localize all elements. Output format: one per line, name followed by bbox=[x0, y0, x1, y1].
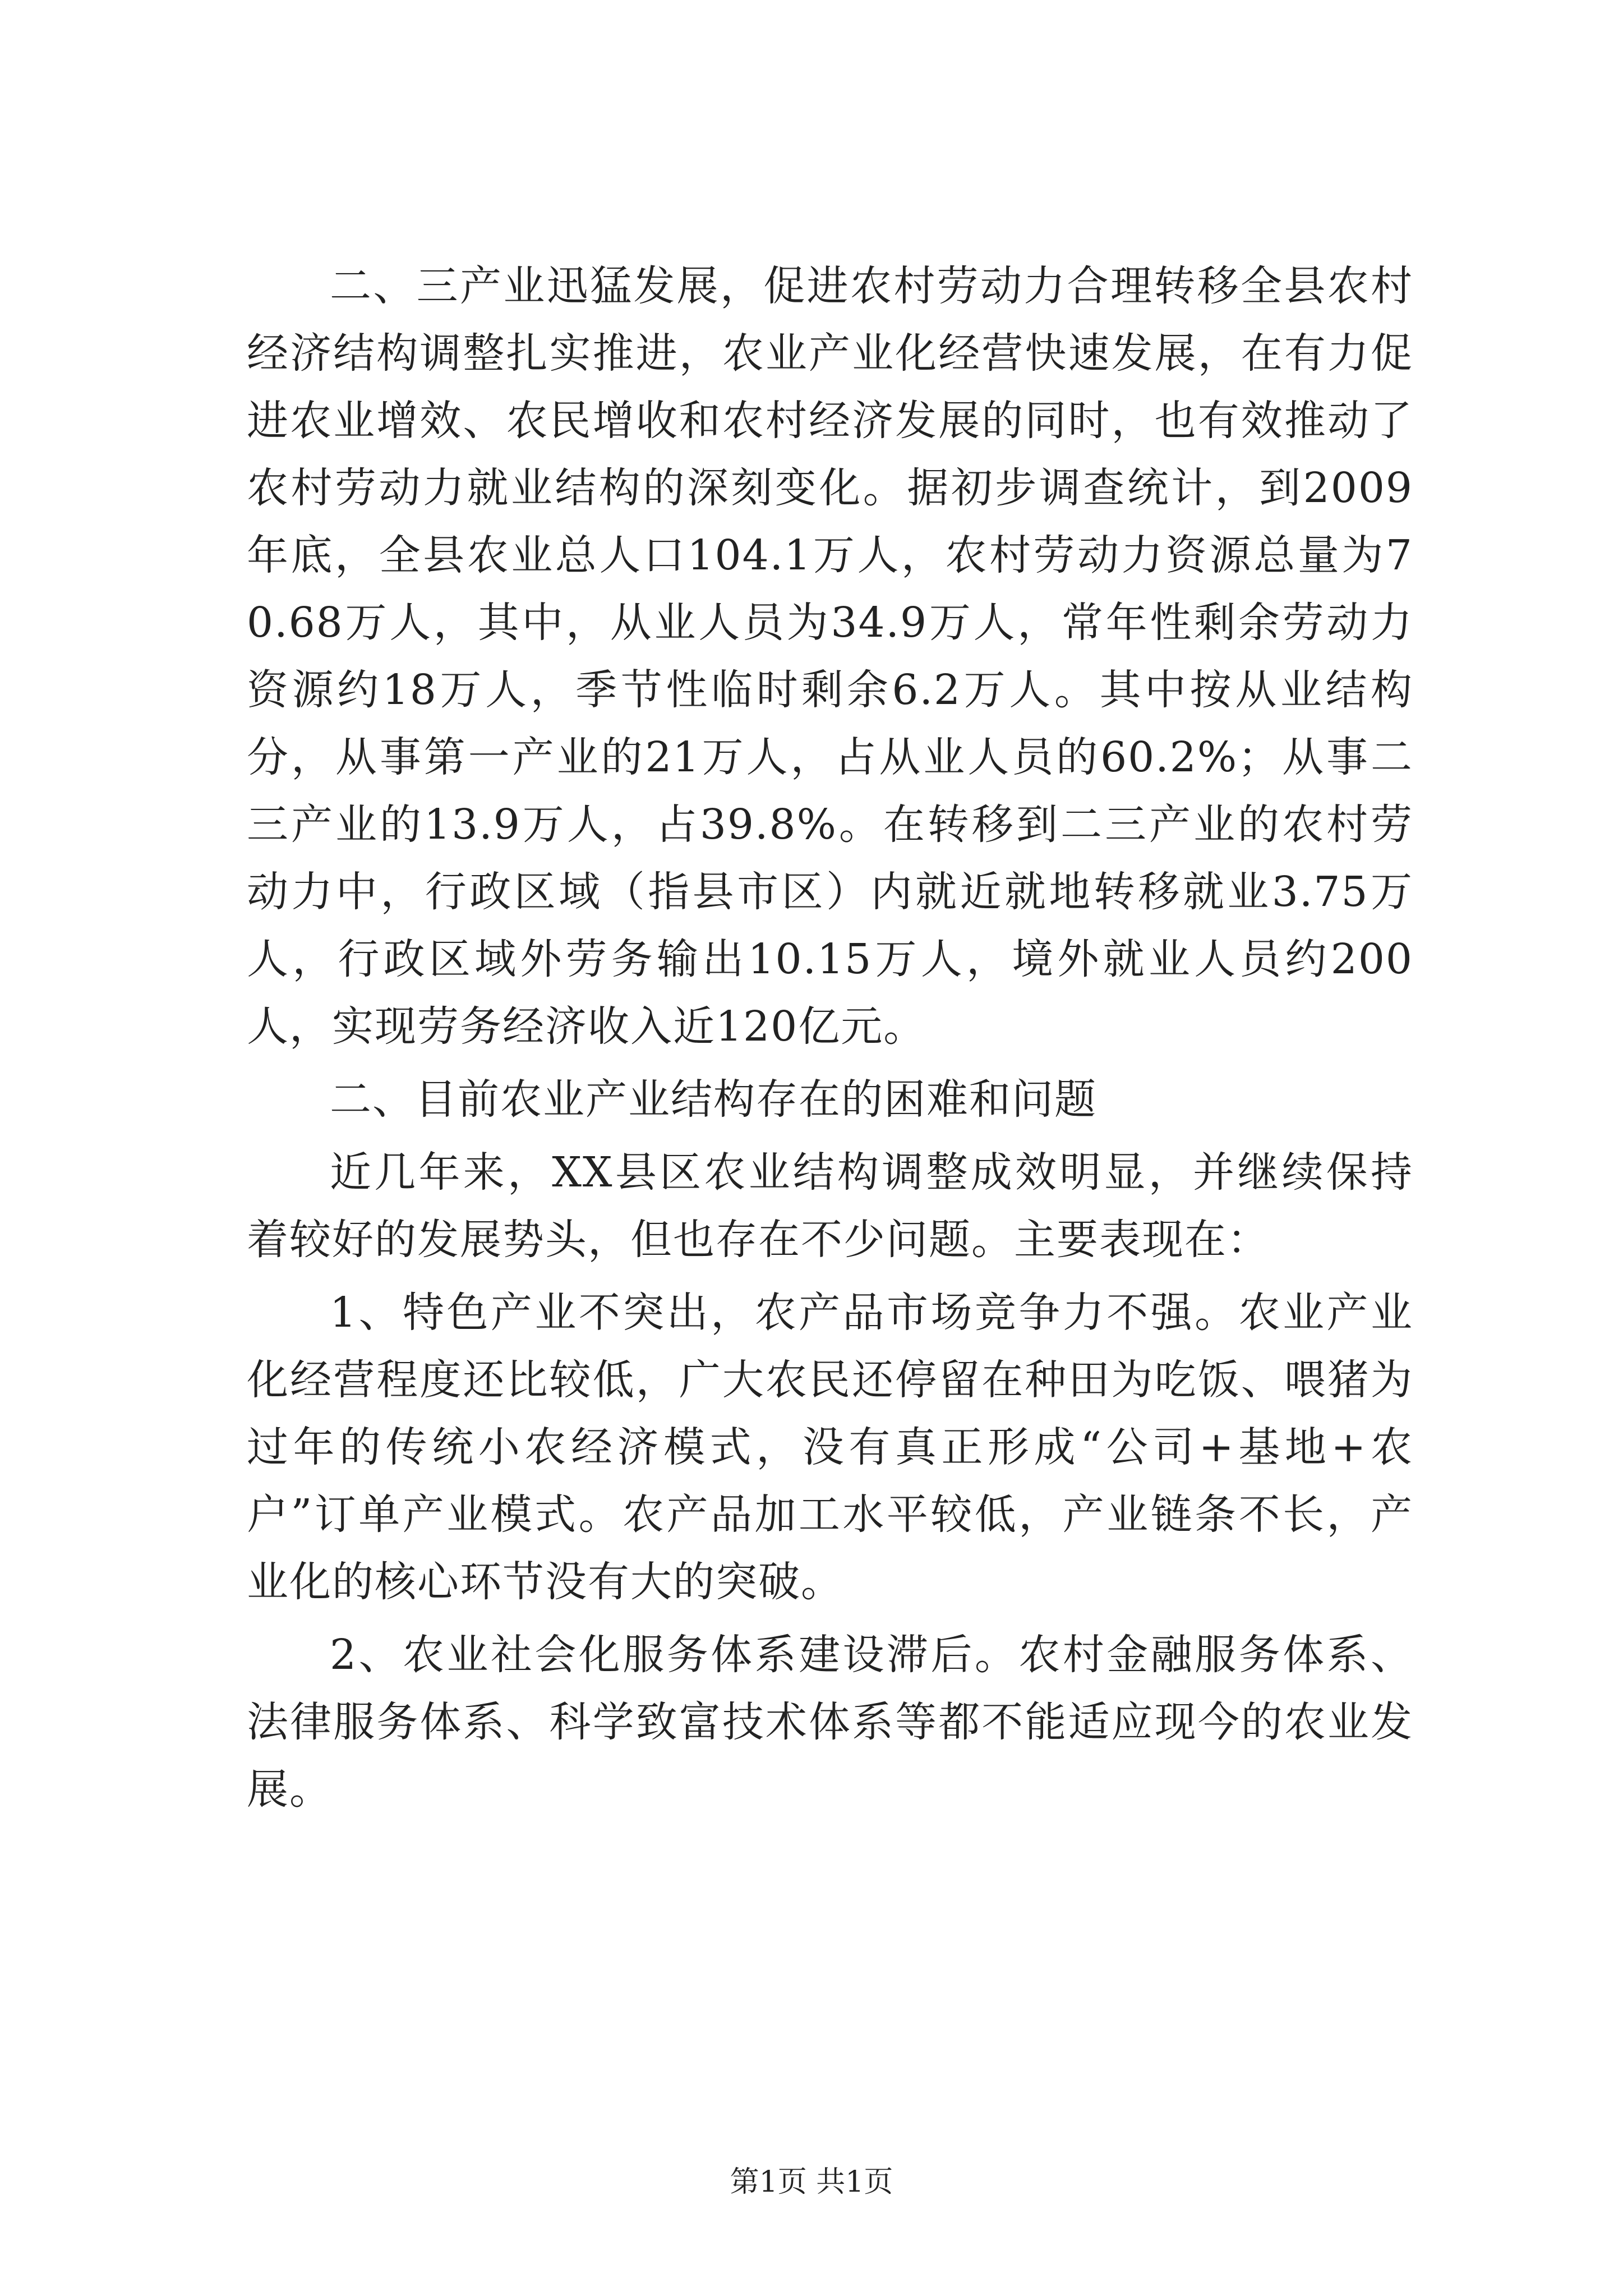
paragraph-point-2: 2、农业社会化服务体系建设滞后。农村金融服务体系、法律服务体系、科学致富技术体系等都不能适应现今的农业发展。 bbox=[247, 1631, 1413, 1814]
document-body bbox=[247, 252, 1413, 1829]
paragraph-labor-transfer: 二、三产业迅猛发展，促进农村劳动力合理转移全县农村经济结构调整扎实推进，农业产业化经营快速发展，在有力促进农业增效、农民增收和农村经济发展的同时，也有效推动了农村劳动力就业结构的深刻变化。据初步调查统计，到2009年底，全县农业总人口104.1万人，农村劳动力资源总量为70.68万人，其中，从业人员为34.9万人，常年性剩余劳动力资源约18万人，季节性临时剩余6.2万人。其中按从业结构分，从事第一产业的21万人，占从业人员的60.2%；从事二三产业的13.9万人，占39.8%。在转移到二三产业的农村劳动力中，行政区域（指县市区）内就近就地转移就业3.75万人，行政区域外劳务输出10.15万人，境外就业人员约200人，实现劳务经济收入近120亿元。 bbox=[247, 262, 1413, 1051]
page-footer: 第1页 共1页 bbox=[730, 2165, 893, 2199]
paragraph-overview: 近几年来，XX县区农业结构调整成效明显，并继续保持着较好的发展势头，但也存在不少问题。主要表现在： bbox=[247, 1148, 1413, 1264]
section-heading-problems: 二、目前农业产业结构存在的困难和问题 bbox=[330, 1075, 1097, 1124]
paragraph-point-1: 1、特色产业不突出，农产品市场竞争力不强。农业产业化经营程度还比较低，广大农民还停留在种田为吃饭、喂猪为过年的传统小农经济模式，没有真正形成“公司+基地+农户”订单产业模式。农产品加工水平较低，产业链条不长，产业化的核心环节没有大的突破。 bbox=[247, 1289, 1413, 1606]
